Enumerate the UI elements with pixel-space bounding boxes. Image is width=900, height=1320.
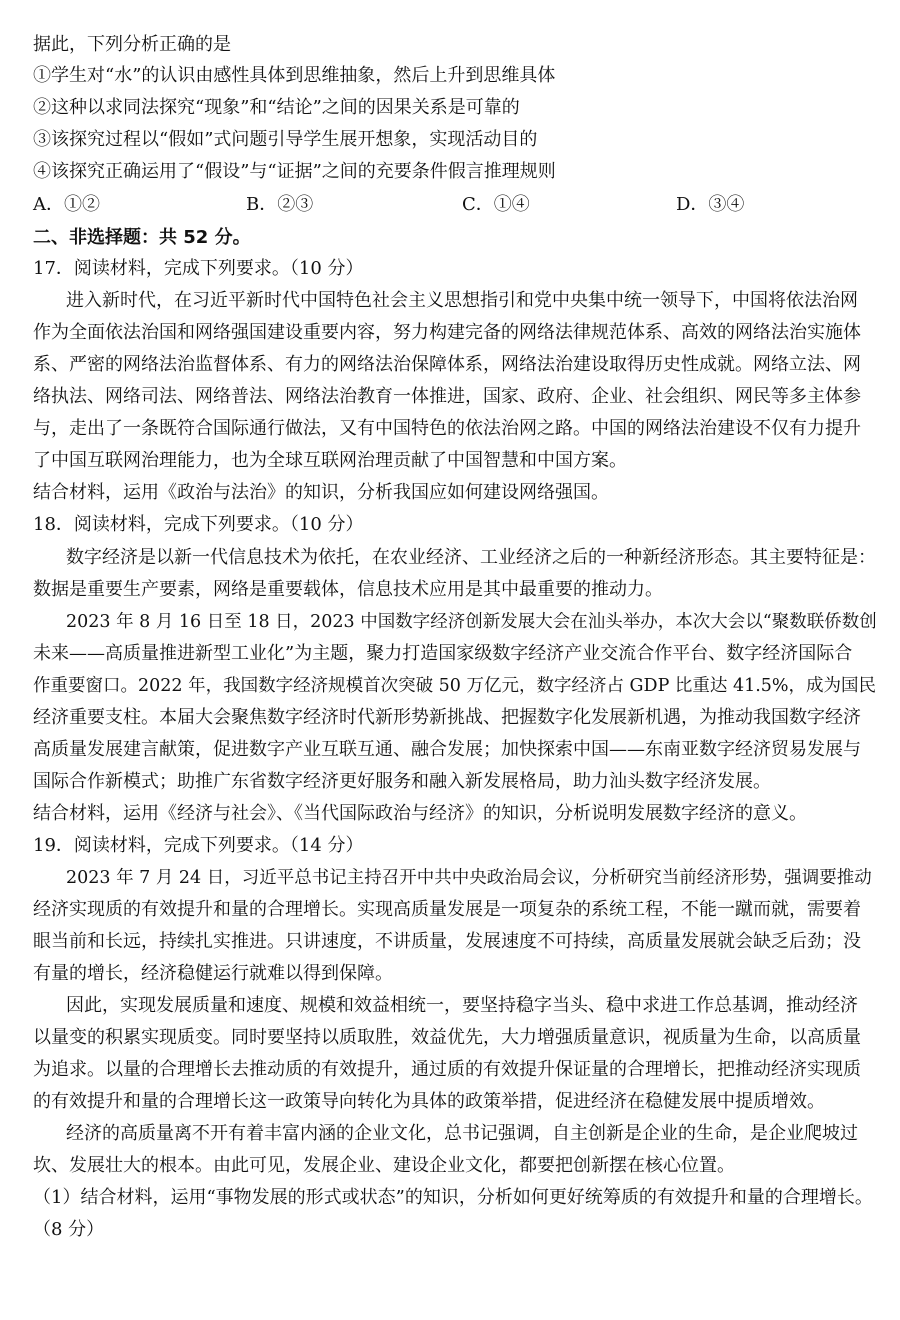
q19-heading: 19．阅读材料，完成下列要求。（14 分） xyxy=(33,835,364,856)
q19-p1-line-1: 2023 年 7 月 24 日，习近平总书记主持召开中共中央政治局会议，分析研究当前经济形势，强调要推动 xyxy=(66,868,872,888)
q19-p1-line-4: 有量的增长，经济稳健运行就难以得到保障。 xyxy=(33,963,393,984)
q16-statement-4: ④该探究正确运用了“假设”与“证据”之间的充要条件假言推理规则 xyxy=(33,161,556,182)
q17-line-2: 作为全面依法治国和网络强国建设重要内容，努力构建完备的网络法律规范体系、高效的网络法治实施体 xyxy=(33,322,861,343)
section2-title: 二、非选择题：共 52 分。 xyxy=(33,227,251,248)
q17-line-6: 了中国互联网治理能力，也为全球互联网治理贡献了中国智慧和中国方案。 xyxy=(33,450,627,471)
q16-option-d: D．③④ xyxy=(676,194,745,215)
q19-p3-line-2: 坎、发展壮大的根本。由此可见，发展企业、建设企业文化，都要把创新摆在核心位置。 xyxy=(33,1155,735,1176)
q17-line-1: 进入新时代，在习近平新时代中国特色社会主义思想指引和党中央集中统一领导下，中国将依法治网 xyxy=(66,290,858,311)
q18-requirement: 结合材料，运用《经济与社会》、《当代国际政治与经济》的知识，分析说明发展数字经济的意义。 xyxy=(33,803,807,824)
q17-line-4: 络执法、网络司法、网络普法、网络法治教育一体推进，国家、政府、企业、社会组织、网民等多主体参 xyxy=(33,386,861,407)
q16-statement-3: ③该探究过程以“假如”式问题引导学生展开想象，实现活动目的 xyxy=(33,129,538,150)
q18-p1-line-2: 数据是重要生产要素，网络是重要载体，信息技术应用是其中最重要的推动力。 xyxy=(33,579,663,600)
q17-line-3: 系、严密的网络法治监督体系、有力的网络法治保障体系，网络法治建设取得历史性成就。网络立法、网 xyxy=(33,354,861,375)
q18-p2-line-4: 经济重要支柱。本届大会聚焦数字经济时代新形势新挑战、把握数字化发展新机遇，为推动我国数字经济 xyxy=(33,707,861,728)
q18-heading: 18．阅读材料，完成下列要求。（10 分） xyxy=(33,514,364,535)
q18-p1-line-1: 数字经济是以新一代信息技术为依托，在农业经济、工业经济之后的一种新经济形态。其主要特征是： xyxy=(66,547,876,568)
q19-sub1-line-1: （1）结合材料，运用“事物发展的形式或状态”的知识，分析如何更好统筹质的有效提升和量的合理增长。 xyxy=(33,1187,873,1208)
q17-line-5: 与，走出了一条既符合国际通行做法，又有中国特色的依法治网之路。中国的网络法治建设不仅有力提升 xyxy=(33,418,861,439)
q18-p2-line-6: 国际合作新模式；助推广东省数字经济更好服务和融入新发展格局，助力汕头数字经济发展。 xyxy=(33,771,771,792)
q16-stem: 据此，下列分析正确的是 xyxy=(33,34,231,55)
q17-requirement: 结合材料，运用《政治与法治》的知识，分析我国应如何建设网络强国。 xyxy=(33,482,609,503)
q17-heading: 17．阅读材料，完成下列要求。（10 分） xyxy=(33,258,364,279)
q18-p2-line-5: 高质量发展建言献策，促进数字产业互联互通、融合发展；加快探索中国——东南亚数字经济贸易发展与 xyxy=(33,739,861,760)
q16-statement-1: ①学生对“水”的认识由感性具体到思维抽象，然后上升到思维具体 xyxy=(33,65,556,86)
q19-p2-line-3: 为追求。以量的合理增长去推动质的有效提升，通过质的有效提升保证量的合理增长，把推动经济实现质 xyxy=(33,1059,861,1080)
q19-p2-line-1: 因此，实现发展质量和速度、规模和效益相统一，要坚持稳字当头、稳中求进工作总基调，推动经济 xyxy=(66,995,858,1016)
q19-p1-line-2: 经济实现质的有效提升和量的合理增长。实现高质量发展是一项复杂的系统工程，不能一蹴而就，需要着 xyxy=(33,899,861,920)
q19-p2-line-4: 的有效提升和量的合理增长这一政策导向转化为具体的政策举措，促进经济在稳健发展中提质增效。 xyxy=(33,1091,825,1112)
q18-p2-line-3: 作重要窗口。2022 年，我国数字经济规模首次突破 50 万亿元，数字经济占 GDP 比重达 41.5%，成为国民 xyxy=(33,676,877,696)
q16-option-b: B．②③ xyxy=(246,194,314,215)
q16-option-a: A．①② xyxy=(33,194,100,215)
q19-sub1-line-2: （8 分） xyxy=(33,1219,105,1240)
q19-p1-line-3: 眼当前和长远，持续扎实推进。只讲速度，不讲质量，发展速度不可持续，高质量发展就会缺乏后劲；没 xyxy=(33,931,861,952)
q18-p2-line-2: 未来——高质量推进新型工业化”为主题，聚力打造国家级数字经济产业交流合作平台、数字经济国际合 xyxy=(33,643,853,664)
q16-option-c: C．①④ xyxy=(462,194,530,215)
q19-p3-line-1: 经济的高质量离不开有着丰富内涵的企业文化，总书记强调，自主创新是企业的生命，是企业爬坡过 xyxy=(66,1123,858,1144)
q18-p2-line-1: 2023 年 8 月 16 日至 18 日，2023 中国数字经济创新发展大会在汕头举办，本次大会以“聚数联侨数创 xyxy=(66,612,877,632)
q19-p2-line-2: 以量变的积累实现质变。同时要坚持以质取胜，效益优先，大力增强质量意识，视质量为生命，以高质量 xyxy=(33,1027,861,1048)
q16-statement-2: ②这种以求同法探究“现象”和“结论”之间的因果关系是可靠的 xyxy=(33,97,520,118)
